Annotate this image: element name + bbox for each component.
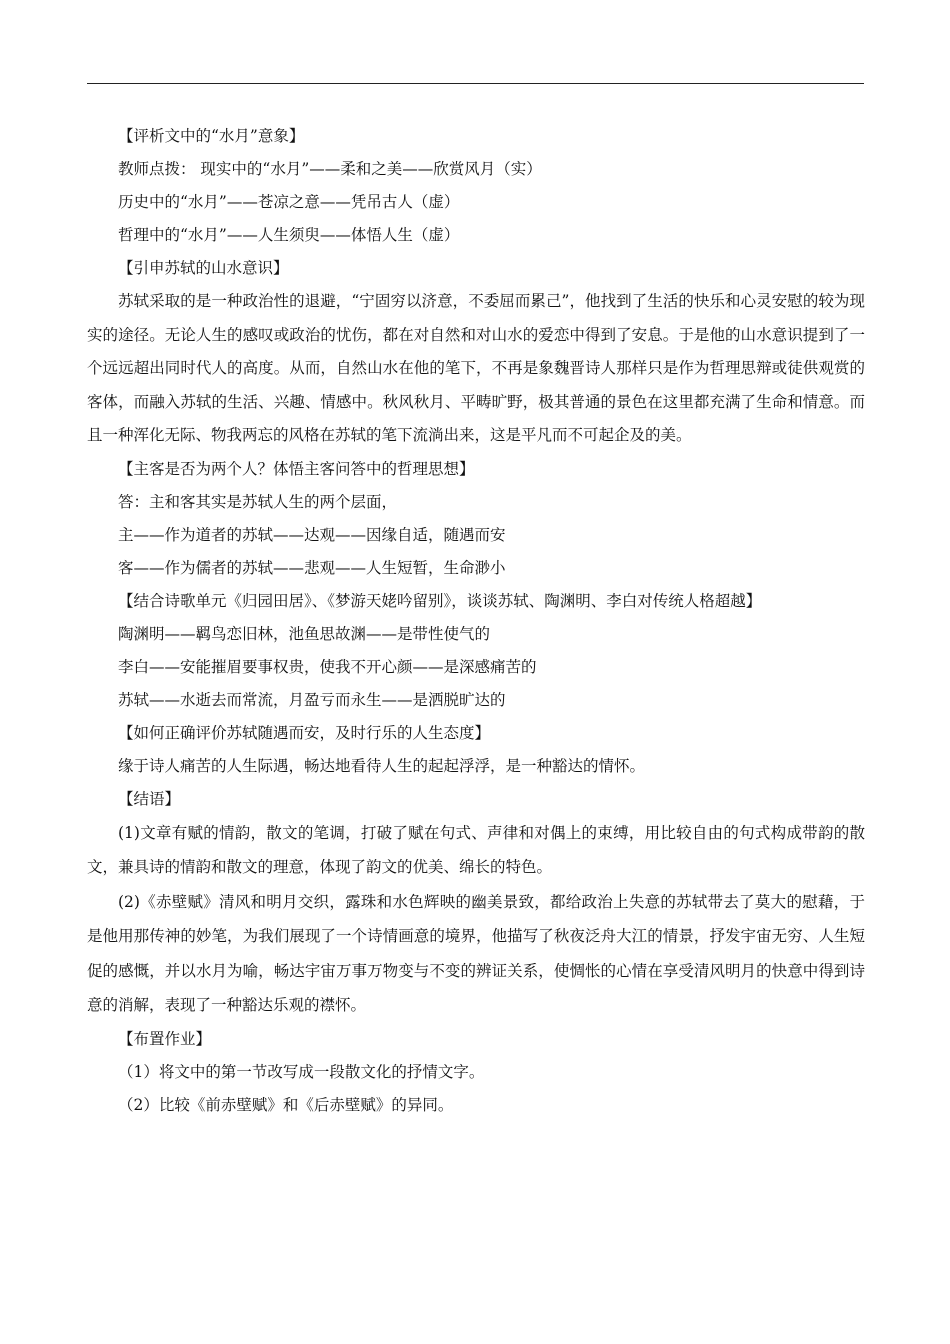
section-heading-attitude: 【如何正确评价苏轼随遇而安，及时行乐的人生态度】 — [118, 723, 491, 742]
conclusion-paragraph-2: (2)《赤壁赋》清风和明月交织，露珠和水色辉映的幽美景致，都给政治上失意的苏轼带去了莫大的慰藉，于是他用那传神的妙笔，为我们展现了一个诗情画意的境界，他描写了秋夜泛舟大江的情景，抒发宇宙无穷、人生短促的感慨，并以水月为喻，畅达宇宙万事万物变与不变的辨证关系，使惆怅的心情在享受清风明月的快意中得到诗意的消解，表现了一种豁达乐观的襟怀。 — [87, 892, 865, 1015]
li-bai-line: 李白——安能摧眉要事权贵，使我不开心颜——是深感痛苦的 — [118, 657, 537, 676]
homework-item-2: （2）比较《前赤壁赋》和《后赤壁赋》的异同。 — [118, 1095, 454, 1114]
document-body — [87, 120, 865, 1122]
tao-yuanming-line: 陶渊明——羁鸟恋旧林，池鱼思故渊——是带性使气的 — [118, 624, 491, 643]
host-line: 主——作为道者的苏轼——达观——因缘自适，随遇而安 — [118, 525, 506, 544]
answer-intro-line: 答：主和客其实是苏轼人生的两个层面， — [118, 492, 398, 511]
header-rule — [87, 83, 864, 84]
philosophy-line: 哲理中的“水月”——人生须臾——体悟人生（虚） — [118, 226, 460, 244]
section-heading-conclusion: 【结语】 — [118, 789, 181, 808]
homework-item-1: （1）将文中的第一节改写成一段散文化的抒情文字。 — [118, 1062, 485, 1081]
section-heading-homework: 【布置作业】 — [118, 1029, 212, 1048]
conclusion-paragraph-1: (1)文章有赋的情韵，散文的笔调，打破了赋在句式、声律和对偶上的束缚，用比较自由的句式构成带韵的散文，兼具诗的情韵和散文的理意，体现了韵文的优美、绵长的特色。 — [87, 823, 865, 877]
section-heading-host-guest: 【主客是否为两个人？体悟主客问答中的哲理思想】 — [118, 459, 475, 478]
landscape-paragraph: 苏轼采取的是一种政治性的退避，“宁固穷以济意，不委屈而累己”，他找到了生活的快乐和心灵安慰的较为现实的途径。无论人生的感叹或政治的忧伤，都在对自然和对山水的爱恋中得到了安息。于是他的山水意识提到了一个远远超出同时代人的高度。从而，自然山水在他的笔下，不再是象魏晋诗人那样只是作为哲理思辩或徒供观赏的客体，而融入苏轼的生活、兴趣、情感中。秋风秋月、平畴旷野，极其普通的景色在这里都充满了生命和情意。而且一种浑化无际、物我两忘的风格在苏轼的笔下流淌出来，这是平凡而不可起企及的美。 — [87, 292, 865, 445]
section-heading-comparison: 【结合诗歌单元《归园田居》、《梦游天姥吟留别》，谈谈苏轼、陶渊明、李白对传统人格超越】 — [118, 591, 762, 610]
section-heading-water-moon: 【评析文中的“水月”意象】 — [118, 127, 305, 145]
su-shi-line: 苏轼——水逝去而常流，月盈亏而永生——是洒脱旷达的 — [118, 690, 506, 709]
attitude-line: 缘于诗人痛苦的人生际遇，畅达地看待人生的起起浮浮，是一种豁达的情怀。 — [118, 756, 646, 775]
guest-line: 客——作为儒者的苏轼——悲观——人生短暂，生命渺小 — [118, 558, 506, 577]
history-line: 历史中的“水月”——苍凉之意——凭吊古人（虚） — [118, 193, 460, 211]
section-heading-landscape: 【引申苏轼的山水意识】 — [118, 259, 289, 277]
teacher-note-line: 教师点拨： 现实中的“水月”——柔和之美——欣赏风月（实） — [118, 160, 542, 178]
